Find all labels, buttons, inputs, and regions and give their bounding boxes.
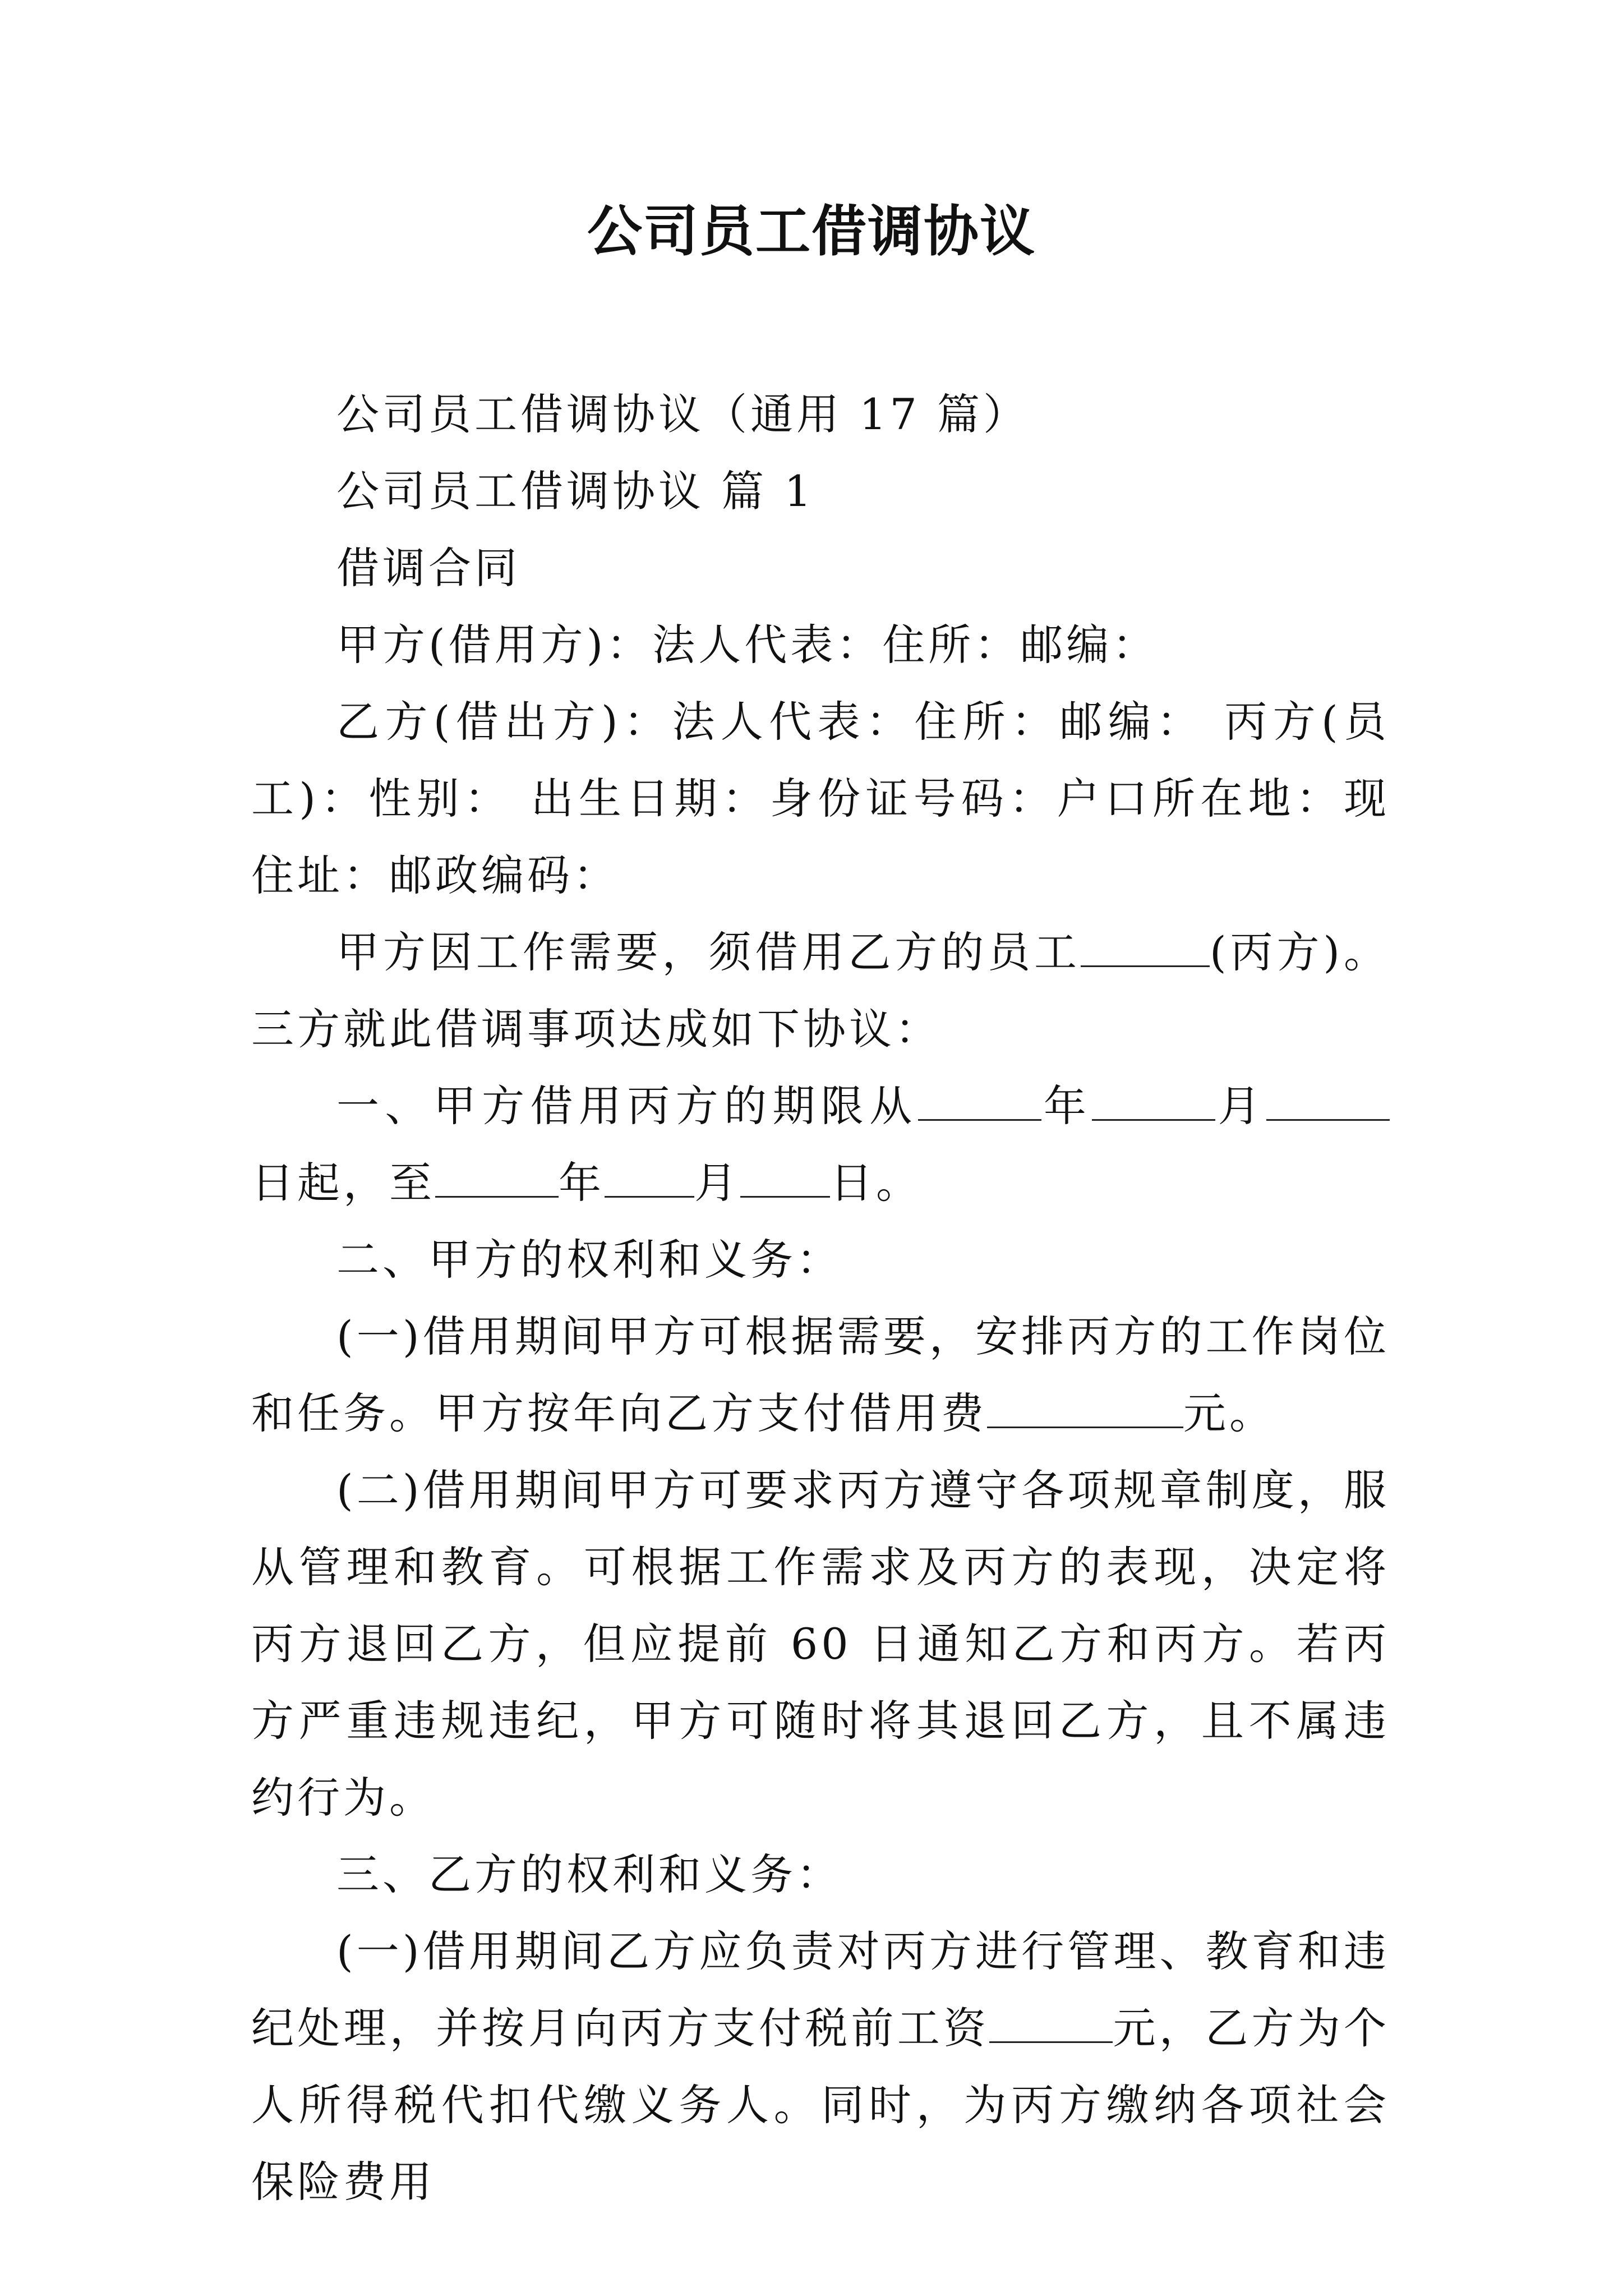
clause-2-1-paragraph bbox=[251, 1298, 1390, 1452]
section-heading: 公司员工借调协议 篇 1 bbox=[336, 466, 815, 516]
party-a-paragraph: 甲方(借用方)：法人代表：住所：邮编： bbox=[336, 620, 1159, 670]
clause-1-text-3: 月 bbox=[1215, 1081, 1266, 1131]
document-body bbox=[251, 376, 1390, 2220]
clause-1-text-7: 日。 bbox=[830, 1158, 922, 1208]
clause-3-heading: 三、乙方的权利和义务： bbox=[336, 1849, 842, 1899]
end-year-blank bbox=[435, 1153, 559, 1198]
employee-name-blank bbox=[1081, 923, 1210, 967]
intro-paragraph bbox=[251, 914, 1390, 1068]
start-day-blank bbox=[1266, 1076, 1390, 1121]
borrowing-fee-blank bbox=[987, 1384, 1183, 1428]
intro-text-1: 甲方因工作需要，须借用乙方的员工 bbox=[336, 927, 1081, 977]
contract-name: 借调合同 bbox=[336, 543, 520, 593]
document-title: 公司员工借调协议 bbox=[587, 199, 1036, 264]
clause-1-paragraph bbox=[251, 1068, 1390, 1221]
end-month-blank bbox=[605, 1153, 694, 1198]
clause-1-text-4: 日起，至 bbox=[251, 1158, 435, 1208]
clause-2-heading: 二、甲方的权利和义务： bbox=[336, 1235, 842, 1285]
clause-2-1-text-1: (一)借用期间甲方可根据需要，安排丙方的工作岗位和任务。甲方按年向乙方支付借用费 bbox=[251, 1312, 1390, 1438]
clause-3-1-text-1: (一)借用期间乙方应负责对丙方进行管理、教育和违纪处理，并按月向丙方支付税前工资 bbox=[251, 1926, 1390, 2053]
clause-3-1-text-2: 元，乙方为个人所得税代扣代缴义务人。同时，为丙方缴纳各项社会保险费用 bbox=[251, 2003, 1390, 2207]
heading-line: 公司员工借调协议（通用 17 篇） bbox=[336, 389, 1030, 439]
clause-1-text-2: 年 bbox=[1041, 1081, 1092, 1131]
clause-1-text-5: 年 bbox=[559, 1158, 605, 1208]
party-b-c-paragraph: 乙方(借出方)：法人代表：住所：邮编： 丙方(员工)：性别： 出生日期：身份证号码：户口所在地：现住址：邮政编码： bbox=[251, 697, 1390, 900]
end-day-blank bbox=[740, 1153, 830, 1198]
clause-2-2-paragraph: (二)借用期间甲方可要求丙方遵守各项规章制度，服从管理和教育。可根据工作需求及丙方的表现，决定将丙方退回乙方，但应提前 60 日通知乙方和丙方。若丙方严重违规违纪，甲方可随时将其退回乙方，且不属违约行为。 bbox=[251, 1465, 1390, 1823]
clause-2-1-text-2: 元。 bbox=[1183, 1388, 1275, 1438]
clause-3-1-paragraph bbox=[251, 1913, 1390, 2220]
start-month-blank bbox=[1092, 1076, 1215, 1121]
start-year-blank bbox=[918, 1076, 1041, 1121]
salary-blank bbox=[989, 1999, 1113, 2043]
intro-text-2: (丙方)。三方就此借调事项达成如下协议： bbox=[251, 927, 1390, 1054]
clause-1-text-1: 一、甲方借用丙方的期限从 bbox=[336, 1081, 918, 1131]
clause-1-text-6: 月 bbox=[694, 1158, 740, 1208]
